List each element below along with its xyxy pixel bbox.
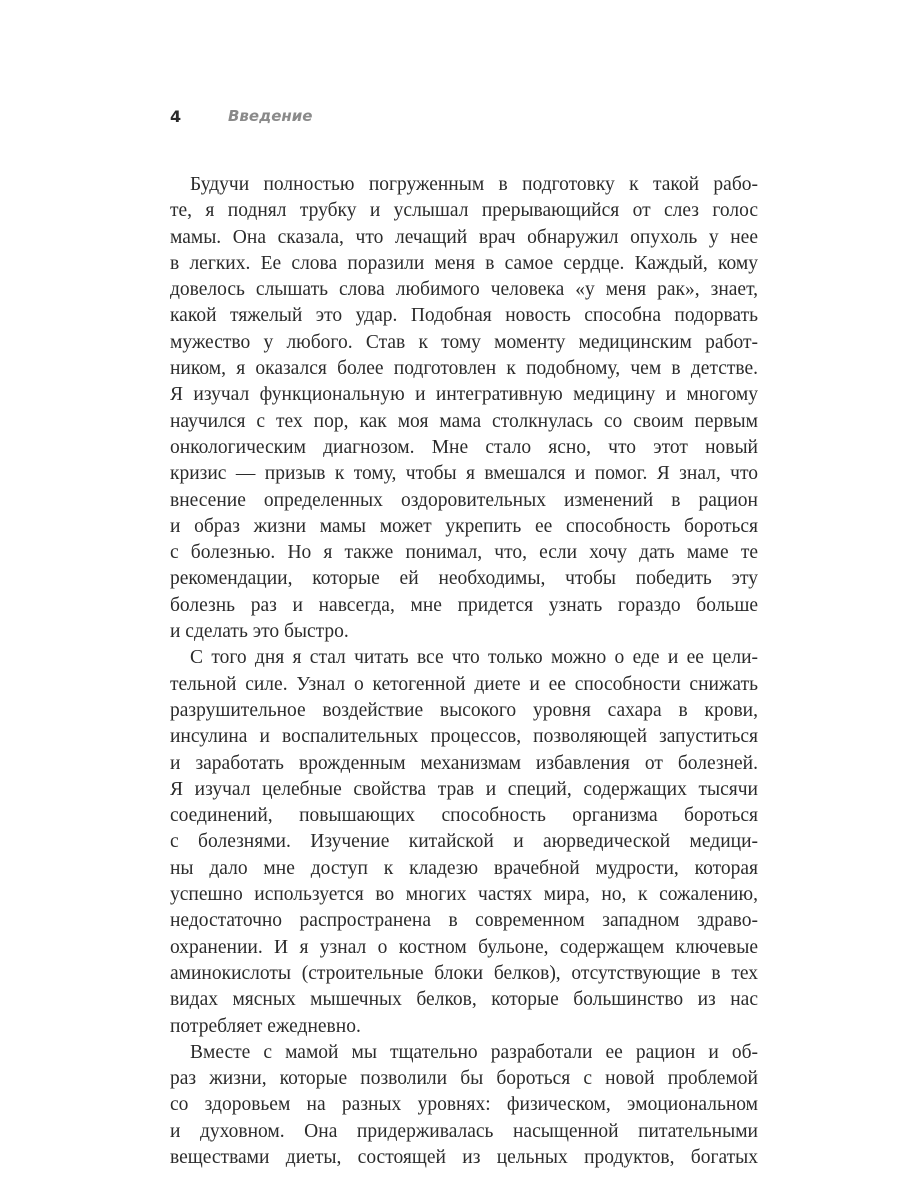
running-title: Введение [228, 107, 313, 125]
text-line: успешно используется во многих частях мира, но, к сожалению, [170, 884, 758, 906]
paragraph [170, 1040, 758, 1171]
text-line: видах мясных мышечных белков, которые большинство из нас [170, 989, 758, 1011]
text-line: онкологическим диагнозом. Мне стало ясно, что этот новый [170, 436, 758, 458]
text-line: Я изучал целебные свойства трав и специй, содержащих тысячи [170, 778, 758, 800]
text-line: разрушительное воздействие высокого уровня сахара в крови, [170, 699, 758, 721]
text-line: в легких. Ее слова поразили меня в самое сердце. Каждый, кому [170, 252, 758, 274]
text-line: ником, я оказался более подготовлен к подобному, чем в детстве. [170, 358, 758, 380]
text-line: и образ жизни мамы может укрепить ее способность бороться [170, 515, 758, 537]
running-header [170, 104, 312, 128]
text-line: С того дня я стал читать все что только можно о еде и ее цели- [190, 647, 758, 669]
text-line: Вместе с мамой мы тщательно разработали ее рацион и об- [190, 1041, 758, 1063]
text-line: потребляет ежедневно. [170, 1015, 361, 1037]
text-line: и духовном. Она придерживалась насыщенной питательными [170, 1120, 758, 1142]
paragraph [170, 645, 758, 1039]
text-line: веществами диеты, состоящей из цельных продуктов, богатых [170, 1146, 758, 1168]
text-line: с болезнью. Но я также понимал, что, если хочу дать маме те [170, 542, 758, 564]
text-line: научился с тех пор, как моя мама столкнулась со своим первым [170, 410, 758, 432]
body-text [170, 172, 758, 1171]
text-line: внесение определенных оздоровительных изменений в рацион [170, 489, 758, 511]
text-line: и заработать врожденным механизмам избавления от болезней. [170, 752, 758, 774]
text-line: со здоровьем на разных уровнях: физическом, эмоциональном [170, 1094, 758, 1116]
paragraph [170, 172, 758, 645]
text-line: охранении. И я узнал о костном бульоне, содержащем ключевые [170, 936, 758, 958]
text-line: кризис — призыв к тому, чтобы я вмешался и помог. Я знал, что [170, 463, 758, 485]
text-line: мамы. Она сказала, что лечащий врач обнаружил опухоль у нее [170, 226, 758, 248]
text-line: довелось слышать слова любимого человека «у меня рак», знает, [170, 279, 758, 301]
page-number: 4 [170, 106, 182, 126]
text-line: Я изучал функциональную и интегративную медицину и многому [170, 384, 758, 406]
text-line: с болезнями. Изучение китайской и аюрведической медици- [170, 831, 758, 853]
text-line: те, я поднял трубку и услышал прерывающийся от слез голос [170, 200, 758, 222]
text-line: недостаточно распространена в современном западном здраво- [170, 910, 758, 932]
text-line: Будучи полностью погруженным в подготовку к такой рабо- [190, 174, 758, 195]
text-line: какой тяжелый это удар. Подобная новость способна подорвать [170, 305, 758, 327]
text-line: тельной силе. Узнал о кетогенной диете и ее способности снижать [170, 673, 758, 695]
text-line: раз жизни, которые позволили бы бороться с новой проблемой [170, 1068, 758, 1090]
text-line: инсулина и воспалительных процессов, позволяющей запуститься [170, 726, 758, 748]
text-line: соединений, повышающих способность организма бороться [170, 805, 758, 827]
text-line: болезнь раз и навсегда, мне придется узнать гораздо больше [170, 594, 758, 616]
text-line: аминокислоты (строительные блоки белков), отсутствующие в тех [170, 962, 758, 984]
text-line: ны дало мне доступ к кладезю врачебной мудрости, которая [170, 857, 758, 879]
text-line: рекомендации, которые ей необходимы, чтобы победить эту [170, 568, 758, 590]
text-line: и сделать это быстро. [170, 621, 349, 643]
text-line: мужество у любого. Став к тому моменту медицинским работ- [170, 331, 758, 353]
